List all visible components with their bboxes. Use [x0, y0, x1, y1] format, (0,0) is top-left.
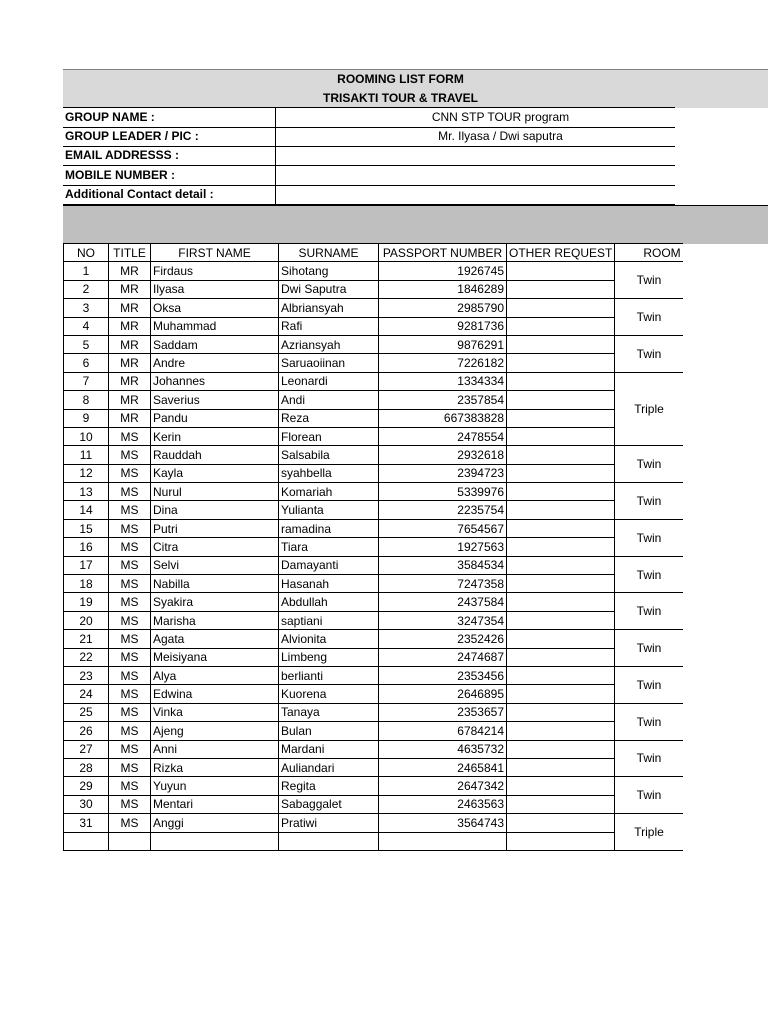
info-label: GROUP LEADER / PIC : — [63, 127, 276, 146]
cell-first-name: Andre — [151, 354, 279, 372]
cell-other-request — [507, 299, 615, 317]
cell-passport-number: 6784214 — [379, 722, 507, 740]
cell-passport-number: 2394723 — [379, 464, 507, 482]
info-label: Additional Contact detail : — [63, 185, 276, 204]
cell-title: MS — [109, 703, 151, 721]
cell-no — [64, 832, 109, 850]
cell-first-name: Dina — [151, 501, 279, 519]
info-row — [63, 146, 675, 166]
cell-no: 13 — [64, 483, 109, 501]
cell-other-request — [507, 685, 615, 703]
form-title: ROOMING LIST FORM — [337, 72, 464, 86]
table-row — [64, 814, 683, 832]
cell-surname: Sabaggalet — [279, 795, 379, 813]
cell-surname: ramadina — [279, 519, 379, 537]
table-row — [64, 648, 683, 666]
cell-first-name: Citra — [151, 538, 279, 556]
cell-no: 2 — [64, 280, 109, 298]
table-row — [64, 832, 683, 850]
cell-first-name: Marisha — [151, 611, 279, 629]
table-row — [64, 335, 683, 353]
form-header — [63, 69, 768, 108]
cell-other-request — [507, 483, 615, 501]
cell-passport-number: 7226182 — [379, 354, 507, 372]
cell-surname: Andi — [279, 391, 379, 409]
cell-passport-number: 1927563 — [379, 538, 507, 556]
cell-other-request — [507, 464, 615, 482]
cell-surname: Bulan — [279, 722, 379, 740]
cell-other-request — [507, 262, 615, 280]
cell-no: 7 — [64, 372, 109, 390]
cell-first-name: Anggi — [151, 814, 279, 832]
cell-surname: saptiani — [279, 611, 379, 629]
cell-other-request — [507, 538, 615, 556]
cell-title: MR — [109, 317, 151, 335]
cell-room-type: Twin — [615, 483, 683, 520]
cell-passport-number: 7247358 — [379, 575, 507, 593]
table-row — [64, 427, 683, 445]
cell-passport-number: 2235754 — [379, 501, 507, 519]
cell-passport-number: 2357854 — [379, 391, 507, 409]
cell-room-type: Twin — [615, 262, 683, 299]
cell-title: MS — [109, 740, 151, 758]
cell-surname — [279, 832, 379, 850]
col-header-no: NO — [64, 244, 109, 262]
cell-no: 10 — [64, 427, 109, 445]
cell-title: MS — [109, 611, 151, 629]
cell-passport-number: 2465841 — [379, 758, 507, 776]
table-row — [64, 464, 683, 482]
cell-other-request — [507, 648, 615, 666]
cell-no: 26 — [64, 722, 109, 740]
table-row — [64, 354, 683, 372]
table-row — [64, 666, 683, 684]
cell-passport-number: 9281736 — [379, 317, 507, 335]
cell-passport-number: 9876291 — [379, 335, 507, 353]
cell-title: MS — [109, 556, 151, 574]
info-value[interactable] — [278, 146, 723, 165]
cell-passport-number: 2474687 — [379, 648, 507, 666]
cell-passport-number: 2437584 — [379, 593, 507, 611]
table-row — [64, 685, 683, 703]
cell-passport-number: 1846289 — [379, 280, 507, 298]
cell-no: 3 — [64, 299, 109, 317]
cell-room-type: Twin — [615, 630, 683, 667]
cell-title: MS — [109, 427, 151, 445]
table-row — [64, 611, 683, 629]
cell-no: 20 — [64, 611, 109, 629]
info-label: EMAIL ADDRESSS : — [63, 146, 276, 165]
cell-no: 23 — [64, 666, 109, 684]
cell-passport-number: 2932618 — [379, 446, 507, 464]
cell-first-name: Vinka — [151, 703, 279, 721]
cell-first-name: Ilyasa — [151, 280, 279, 298]
cell-title: MS — [109, 758, 151, 776]
cell-title: MS — [109, 483, 151, 501]
cell-passport-number: 2463563 — [379, 795, 507, 813]
cell-first-name: Syakira — [151, 593, 279, 611]
cell-other-request — [507, 501, 615, 519]
cell-surname: Damayanti — [279, 556, 379, 574]
cell-title: MR — [109, 299, 151, 317]
info-value[interactable]: Mr. Ilyasa / Dwi saputra — [438, 128, 563, 143]
table-row — [64, 795, 683, 813]
cell-first-name: Putri — [151, 519, 279, 537]
cell-other-request — [507, 575, 615, 593]
cell-surname: Leonardi — [279, 372, 379, 390]
cell-surname: Reza — [279, 409, 379, 427]
cell-other-request — [507, 795, 615, 813]
cell-other-request — [507, 519, 615, 537]
cell-title: MS — [109, 685, 151, 703]
cell-surname: Limbeng — [279, 648, 379, 666]
cell-other-request — [507, 335, 615, 353]
col-header-passport-number: PASSPORT NUMBER — [379, 244, 507, 262]
cell-surname: berlianti — [279, 666, 379, 684]
cell-first-name: Saverius — [151, 391, 279, 409]
cell-room-type: Twin — [615, 446, 683, 483]
cell-passport-number: 1334334 — [379, 372, 507, 390]
cell-other-request — [507, 740, 615, 758]
cell-room-type: Triple — [615, 814, 683, 851]
cell-passport-number: 2478554 — [379, 427, 507, 445]
cell-first-name: Meisiyana — [151, 648, 279, 666]
cell-first-name: Alya — [151, 666, 279, 684]
cell-no: 9 — [64, 409, 109, 427]
cell-other-request — [507, 832, 615, 850]
cell-first-name: Rauddah — [151, 446, 279, 464]
cell-first-name: Kerin — [151, 427, 279, 445]
cell-surname: Albriansyah — [279, 299, 379, 317]
cell-room-type: Twin — [615, 593, 683, 630]
col-header-title: TITLE — [109, 244, 151, 262]
cell-room-type: Twin — [615, 299, 683, 336]
cell-passport-number — [379, 832, 507, 850]
table-row — [64, 262, 683, 280]
cell-no: 31 — [64, 814, 109, 832]
col-header-first-name: FIRST NAME — [151, 244, 279, 262]
cell-surname: Abdullah — [279, 593, 379, 611]
cell-no: 30 — [64, 795, 109, 813]
table-row — [64, 703, 683, 721]
table-row — [64, 556, 683, 574]
table-header-row — [64, 244, 683, 262]
cell-no: 27 — [64, 740, 109, 758]
cell-title: MS — [109, 464, 151, 482]
cell-no: 5 — [64, 335, 109, 353]
cell-room-type: Twin — [615, 666, 683, 703]
cell-title: MS — [109, 575, 151, 593]
cell-surname: Kuorena — [279, 685, 379, 703]
cell-surname: Salsabila — [279, 446, 379, 464]
info-label: GROUP NAME : — [63, 108, 276, 127]
cell-title — [109, 832, 151, 850]
section-divider-band — [63, 205, 768, 244]
cell-room-type: Twin — [615, 777, 683, 814]
cell-title: MS — [109, 795, 151, 813]
cell-other-request — [507, 630, 615, 648]
cell-other-request — [507, 722, 615, 740]
table-row — [64, 372, 683, 390]
cell-passport-number: 2352426 — [379, 630, 507, 648]
cell-surname: Alvionita — [279, 630, 379, 648]
cell-no: 16 — [64, 538, 109, 556]
cell-other-request — [507, 777, 615, 795]
cell-title: MS — [109, 519, 151, 537]
cell-title: MS — [109, 593, 151, 611]
cell-first-name: Nabilla — [151, 575, 279, 593]
cell-surname: Pratiwi — [279, 814, 379, 832]
cell-first-name: Anni — [151, 740, 279, 758]
cell-passport-number: 2647342 — [379, 777, 507, 795]
rooming-table — [63, 243, 683, 851]
cell-title: MS — [109, 630, 151, 648]
cell-room-type: Twin — [615, 740, 683, 777]
table-row — [64, 593, 683, 611]
cell-title: MR — [109, 335, 151, 353]
table-row — [64, 740, 683, 758]
cell-other-request — [507, 354, 615, 372]
cell-title: MS — [109, 538, 151, 556]
cell-other-request — [507, 814, 615, 832]
cell-passport-number: 667383828 — [379, 409, 507, 427]
cell-first-name: Agata — [151, 630, 279, 648]
info-row — [63, 185, 675, 205]
table-row — [64, 722, 683, 740]
cell-room-type: Twin — [615, 703, 683, 740]
table-row — [64, 758, 683, 776]
cell-first-name: Muhammad — [151, 317, 279, 335]
cell-no: 24 — [64, 685, 109, 703]
cell-passport-number: 2985790 — [379, 299, 507, 317]
cell-passport-number: 2353456 — [379, 666, 507, 684]
cell-passport-number: 2353657 — [379, 703, 507, 721]
cell-other-request — [507, 446, 615, 464]
cell-surname: Rafi — [279, 317, 379, 335]
cell-surname: Hasanah — [279, 575, 379, 593]
cell-first-name: Saddam — [151, 335, 279, 353]
cell-other-request — [507, 593, 615, 611]
cell-surname: Saruaoiinan — [279, 354, 379, 372]
cell-title: MR — [109, 280, 151, 298]
cell-first-name: Kayla — [151, 464, 279, 482]
cell-first-name: Firdaus — [151, 262, 279, 280]
cell-no: 21 — [64, 630, 109, 648]
cell-title: MR — [109, 391, 151, 409]
table-row — [64, 538, 683, 556]
cell-no: 18 — [64, 575, 109, 593]
cell-surname: Tanaya — [279, 703, 379, 721]
cell-title: MS — [109, 666, 151, 684]
cell-title: MS — [109, 722, 151, 740]
cell-no: 25 — [64, 703, 109, 721]
cell-other-request — [507, 556, 615, 574]
cell-passport-number: 3584534 — [379, 556, 507, 574]
cell-passport-number: 3247354 — [379, 611, 507, 629]
cell-surname: Dwi Saputra — [279, 280, 379, 298]
info-value[interactable]: CNN STP TOUR program — [431, 110, 570, 124]
cell-room-type: Triple — [615, 372, 683, 446]
cell-passport-number: 5339976 — [379, 483, 507, 501]
cell-other-request — [507, 317, 615, 335]
table-row — [64, 280, 683, 298]
cell-other-request — [507, 758, 615, 776]
cell-surname: syahbella — [279, 464, 379, 482]
cell-title: MR — [109, 409, 151, 427]
table-row — [64, 446, 683, 464]
cell-other-request — [507, 409, 615, 427]
col-header-other-request: OTHER REQUEST — [507, 244, 615, 262]
table-row — [64, 777, 683, 795]
table-row — [64, 630, 683, 648]
cell-title: MR — [109, 372, 151, 390]
cell-surname: Regita — [279, 777, 379, 795]
cell-title: MS — [109, 777, 151, 795]
cell-first-name: Mentari — [151, 795, 279, 813]
cell-no: 6 — [64, 354, 109, 372]
cell-surname: Azriansyah — [279, 335, 379, 353]
cell-first-name: Rizka — [151, 758, 279, 776]
cell-surname: Auliandari — [279, 758, 379, 776]
table-row — [64, 483, 683, 501]
table-row — [64, 575, 683, 593]
cell-surname: Sihotang — [279, 262, 379, 280]
cell-title: MS — [109, 814, 151, 832]
cell-title: MR — [109, 262, 151, 280]
cell-surname: Florean — [279, 427, 379, 445]
cell-first-name — [151, 832, 279, 850]
cell-first-name: Oksa — [151, 299, 279, 317]
col-header-surname: SURNAME — [279, 244, 379, 262]
cell-no: 8 — [64, 391, 109, 409]
table-row — [64, 299, 683, 317]
cell-other-request — [507, 427, 615, 445]
company-name: TRISAKTI TOUR & TRAVEL — [323, 91, 478, 105]
cell-no: 1 — [64, 262, 109, 280]
cell-first-name: Pandu — [151, 409, 279, 427]
cell-passport-number: 4635732 — [379, 740, 507, 758]
table-row — [64, 501, 683, 519]
cell-other-request — [507, 611, 615, 629]
cell-other-request — [507, 280, 615, 298]
col-header-room: ROOM — [615, 244, 683, 262]
table-row — [64, 519, 683, 537]
cell-title: MR — [109, 354, 151, 372]
cell-title: MS — [109, 446, 151, 464]
info-label: MOBILE NUMBER : — [63, 166, 276, 185]
cell-other-request — [507, 666, 615, 684]
table-row — [64, 317, 683, 335]
cell-passport-number: 7654567 — [379, 519, 507, 537]
cell-no: 14 — [64, 501, 109, 519]
cell-passport-number: 3564743 — [379, 814, 507, 832]
cell-no: 19 — [64, 593, 109, 611]
table-row — [64, 391, 683, 409]
info-value[interactable] — [278, 185, 723, 204]
cell-first-name: Ajeng — [151, 722, 279, 740]
info-row — [63, 166, 675, 186]
cell-passport-number: 2646895 — [379, 685, 507, 703]
cell-other-request — [507, 372, 615, 390]
cell-title: MS — [109, 648, 151, 666]
cell-no: 29 — [64, 777, 109, 795]
table-row — [64, 409, 683, 427]
info-value[interactable] — [278, 166, 723, 185]
cell-passport-number: 1926745 — [379, 262, 507, 280]
cell-other-request — [507, 391, 615, 409]
cell-other-request — [507, 703, 615, 721]
cell-room-type: Twin — [615, 556, 683, 593]
cell-title: MS — [109, 501, 151, 519]
cell-surname: Yulianta — [279, 501, 379, 519]
cell-no: 4 — [64, 317, 109, 335]
cell-first-name: Johannes — [151, 372, 279, 390]
info-row — [63, 127, 675, 147]
cell-no: 11 — [64, 446, 109, 464]
cell-first-name: Edwina — [151, 685, 279, 703]
cell-surname: Komariah — [279, 483, 379, 501]
cell-no: 12 — [64, 464, 109, 482]
cell-no: 28 — [64, 758, 109, 776]
cell-no: 15 — [64, 519, 109, 537]
cell-no: 17 — [64, 556, 109, 574]
cell-surname: Tiara — [279, 538, 379, 556]
cell-first-name: Nurul — [151, 483, 279, 501]
cell-no: 22 — [64, 648, 109, 666]
info-row — [63, 107, 675, 128]
cell-surname: Mardani — [279, 740, 379, 758]
cell-room-type: Twin — [615, 335, 683, 372]
cell-first-name: Yuyun — [151, 777, 279, 795]
cell-room-type: Twin — [615, 519, 683, 556]
cell-first-name: Selvi — [151, 556, 279, 574]
